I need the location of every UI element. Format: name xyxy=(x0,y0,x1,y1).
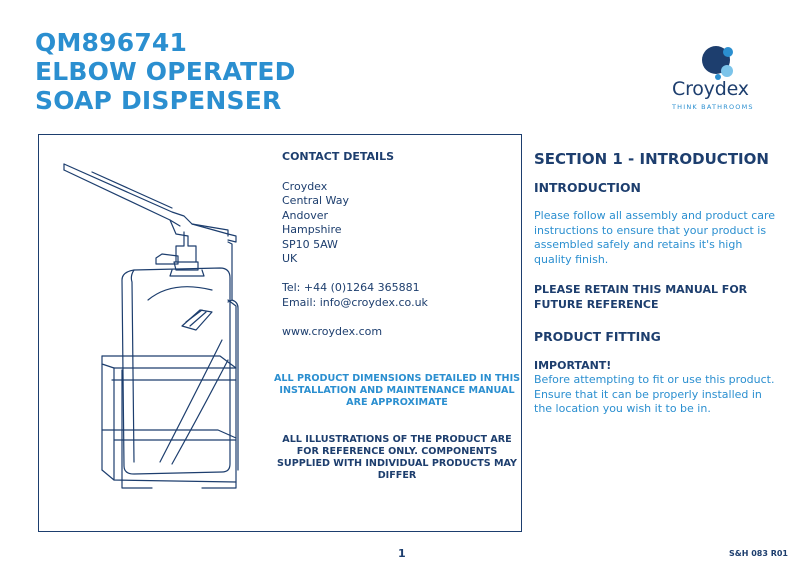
page-number: 1 xyxy=(398,547,406,560)
introduction-section xyxy=(534,150,779,417)
title-line: SOAP DISPENSER xyxy=(35,86,282,115)
address-line: Croydex xyxy=(282,179,328,193)
logo-wordmark: Croydex xyxy=(672,78,749,100)
contact-details xyxy=(282,150,428,339)
contact-heading: CONTACT DETAILS xyxy=(282,150,395,163)
important-text: Before attempting to fit or use this product. Ensure that it can be properly installed in the location you wish it to be in. xyxy=(534,373,775,415)
title-line: ELBOW OPERATED xyxy=(35,57,296,86)
contact-website: www.croydex.com xyxy=(282,324,383,338)
intro-heading: INTRODUCTION xyxy=(534,180,641,195)
contact-email: Email: info@croydex.co.uk xyxy=(282,295,428,309)
croydex-logo xyxy=(664,40,774,115)
dimensions-notice: ALL PRODUCT DIMENSIONS DETAILED IN THIS INSTALLATION AND MAINTENANCE MANUAL ARE APPROXIMATE xyxy=(273,373,521,408)
document-title xyxy=(35,28,296,115)
section-title: SECTION 1 - INTRODUCTION xyxy=(534,150,769,168)
contact-tel: Tel: +44 (0)1264 365881 xyxy=(282,281,420,294)
address-line: UK xyxy=(282,252,298,265)
address-line: Andover xyxy=(282,208,329,222)
address-line: Central Way xyxy=(282,194,349,207)
important-label: IMPORTANT! xyxy=(534,359,612,372)
title-line: QM896741 xyxy=(35,28,188,57)
illustrations-notice: ALL ILLUSTRATIONS OF THE PRODUCT ARE FOR REFERENCE ONLY. COMPONENTS SUPPLIED WITH INDIVIDUAL PRODUCTS MAY DIFFER xyxy=(277,434,517,481)
fitting-heading: PRODUCT FITTING xyxy=(534,329,661,344)
logo-tagline: THINK BATHROOMS xyxy=(672,103,754,111)
elbow-operated-soap-dispenser-icon xyxy=(52,150,252,494)
intro-text: Please follow all assembly and product care instructions to ensure that your product is assembled safely and retains it's high quality finish. xyxy=(534,209,776,266)
retain-heading: PLEASE RETAIN THIS MANUAL FOR FUTURE REFERENCE xyxy=(534,283,748,311)
address-line: SP10 5AW xyxy=(282,237,338,251)
address-line: Hampshire xyxy=(282,223,342,236)
document-code: S&H 083 R01 xyxy=(729,549,788,558)
